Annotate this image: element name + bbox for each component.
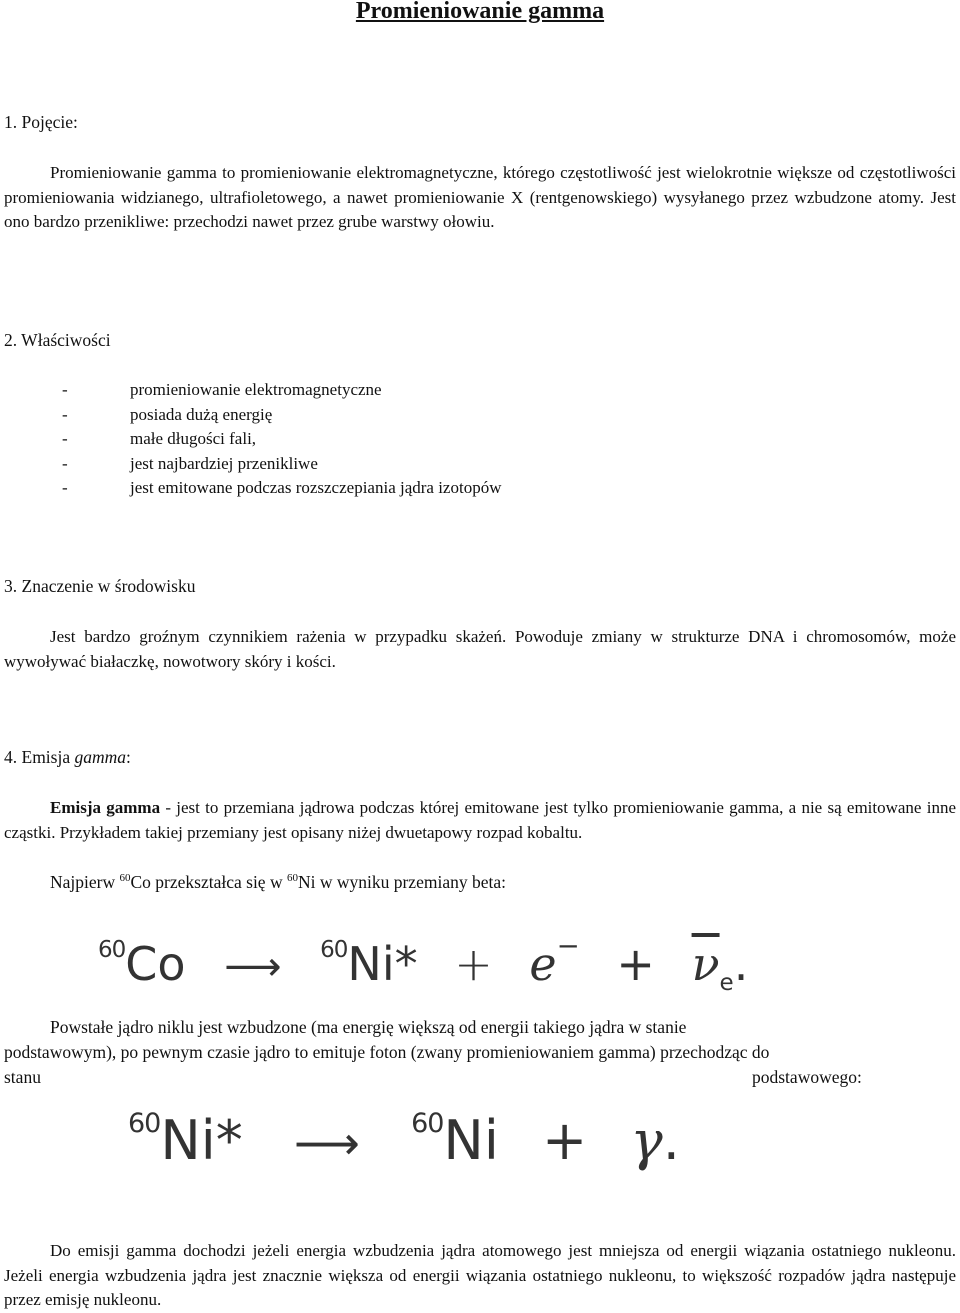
section-1-text: Promieniowanie gamma to promieniowanie elektromagnetyczne, którego częstotliwość jest wielokrotnie większe od częstotliwości promieniowania widzianego, ultrafioletowego, a nawet promieniowanie X (rentgenowskiego) wysyłanego przez wzbudzone atomy. Jest ono bardzo przenikliwe: przechodzi nawet przez grube warstwy ołowiu. (4, 163, 956, 231)
gamma-symbol: γ (630, 1109, 663, 1172)
first-step-a: Najpierw (50, 872, 120, 892)
list-item: promieniowanie elektromagnetyczne (130, 380, 382, 399)
list-bullet: - (62, 429, 68, 448)
section-4-heading (4, 747, 131, 768)
definition-text: - jest to przemiana jądrowa podczas której emitowane jest tylko promieniowanie gamma, a nie są emitowane inne cząstki. Przykładem takiej przemiany jest opisany niżej dwuetapowy rozpad kobaltu. (4, 798, 956, 842)
second-step-stanu: stanu (4, 1067, 41, 1087)
eq-mass-number: 60 (411, 1108, 444, 1139)
mass-number: 60 (286, 872, 298, 885)
first-step-b: Co przekształca się w (130, 872, 287, 892)
eq-element: Ni (443, 1109, 499, 1172)
mass-number: 60 (119, 872, 131, 885)
eq-period: . (733, 936, 749, 991)
neutrino-subscript: e (719, 970, 734, 997)
eq-element: Ni* (160, 1109, 243, 1172)
final-paragraph: Do emisji gamma dochodzi jeżeli energia wzbudzenia jądra atomowego jest mniejsza od energii wiązania ostatniego nukleonu. Jeżeli energia wzbudzenia jądra jest znacznie większa od energii wiązania ostatniego nukleonu, to większość rozpadów jądra następuje przez emisję nukleonu. (4, 1241, 956, 1309)
list-item: jest emitowane podczas rozszczepiania jądra izotopów (130, 478, 502, 497)
plus-sign: + (542, 1109, 588, 1172)
gamma-definition (4, 796, 956, 845)
eq-mass-number: 60 (128, 1108, 161, 1139)
list-item: posiada dużą energię (130, 405, 273, 424)
arrow-icon: ⟶ (293, 1116, 360, 1170)
first-step-text (50, 872, 506, 893)
electron-symbol: e (529, 936, 557, 991)
page-title: Promieniowanie gamma (355, 0, 605, 24)
list-bullet: - (62, 454, 68, 473)
antineutrino-symbol: $\overline{\nu}$ (691, 936, 720, 991)
plus-sign: + (454, 936, 493, 991)
eq-period: . (662, 1109, 680, 1172)
section-4-heading-italic: gamma (74, 747, 127, 767)
second-step-podstawowego: podstawowego: (752, 1067, 862, 1087)
first-step-c: Ni w wyniku przemiany beta: (297, 872, 506, 892)
section-3-heading: 3. Znaczenie w środowisku (4, 576, 196, 596)
eq-element: Ni* (347, 936, 418, 991)
section-4-heading-prefix: 4. Emisja (4, 747, 75, 767)
eq-mass-number: 60 (320, 936, 348, 963)
definition-term: Emisja gamma (50, 798, 161, 817)
plus-sign: + (616, 936, 655, 991)
list-item: małe długości fali, (130, 429, 257, 448)
eq-mass-number: 60 (98, 936, 126, 963)
section-3-text: Jest bardzo groźnym czynnikiem rażenia w przypadku skażeń. Powoduje zmiany w strukturze DNA i chromosomów, może wywoływać białaczkę, nowotwory skóry i kości. (4, 627, 956, 671)
list-item: jest najbardziej przenikliwe (130, 454, 318, 473)
section-2-heading: 2. Właściwości (4, 330, 111, 350)
list-bullet: - (62, 380, 68, 399)
eq-element: Co (125, 936, 186, 991)
list-bullet: - (62, 405, 68, 424)
section-1-heading: 1. Pojęcie: (4, 112, 78, 132)
second-step-line-1: Powstałe jądro niklu jest wzbudzone (ma energię większą od energii takiego jądra w stanie (50, 1017, 687, 1037)
section-4-heading-suffix: : (126, 747, 131, 767)
charge-sign: − (556, 929, 580, 962)
second-step-line-2: podstawowym), po pewnym czasie jądro to emituje foton (zwany promieniowaniem gamma) przechodząc do (4, 1042, 770, 1062)
equation-beta-decay (98, 916, 748, 1013)
list-bullet: - (62, 478, 68, 497)
equation-gamma-emission (128, 1086, 680, 1181)
arrow-icon: ⟶ (224, 943, 282, 990)
